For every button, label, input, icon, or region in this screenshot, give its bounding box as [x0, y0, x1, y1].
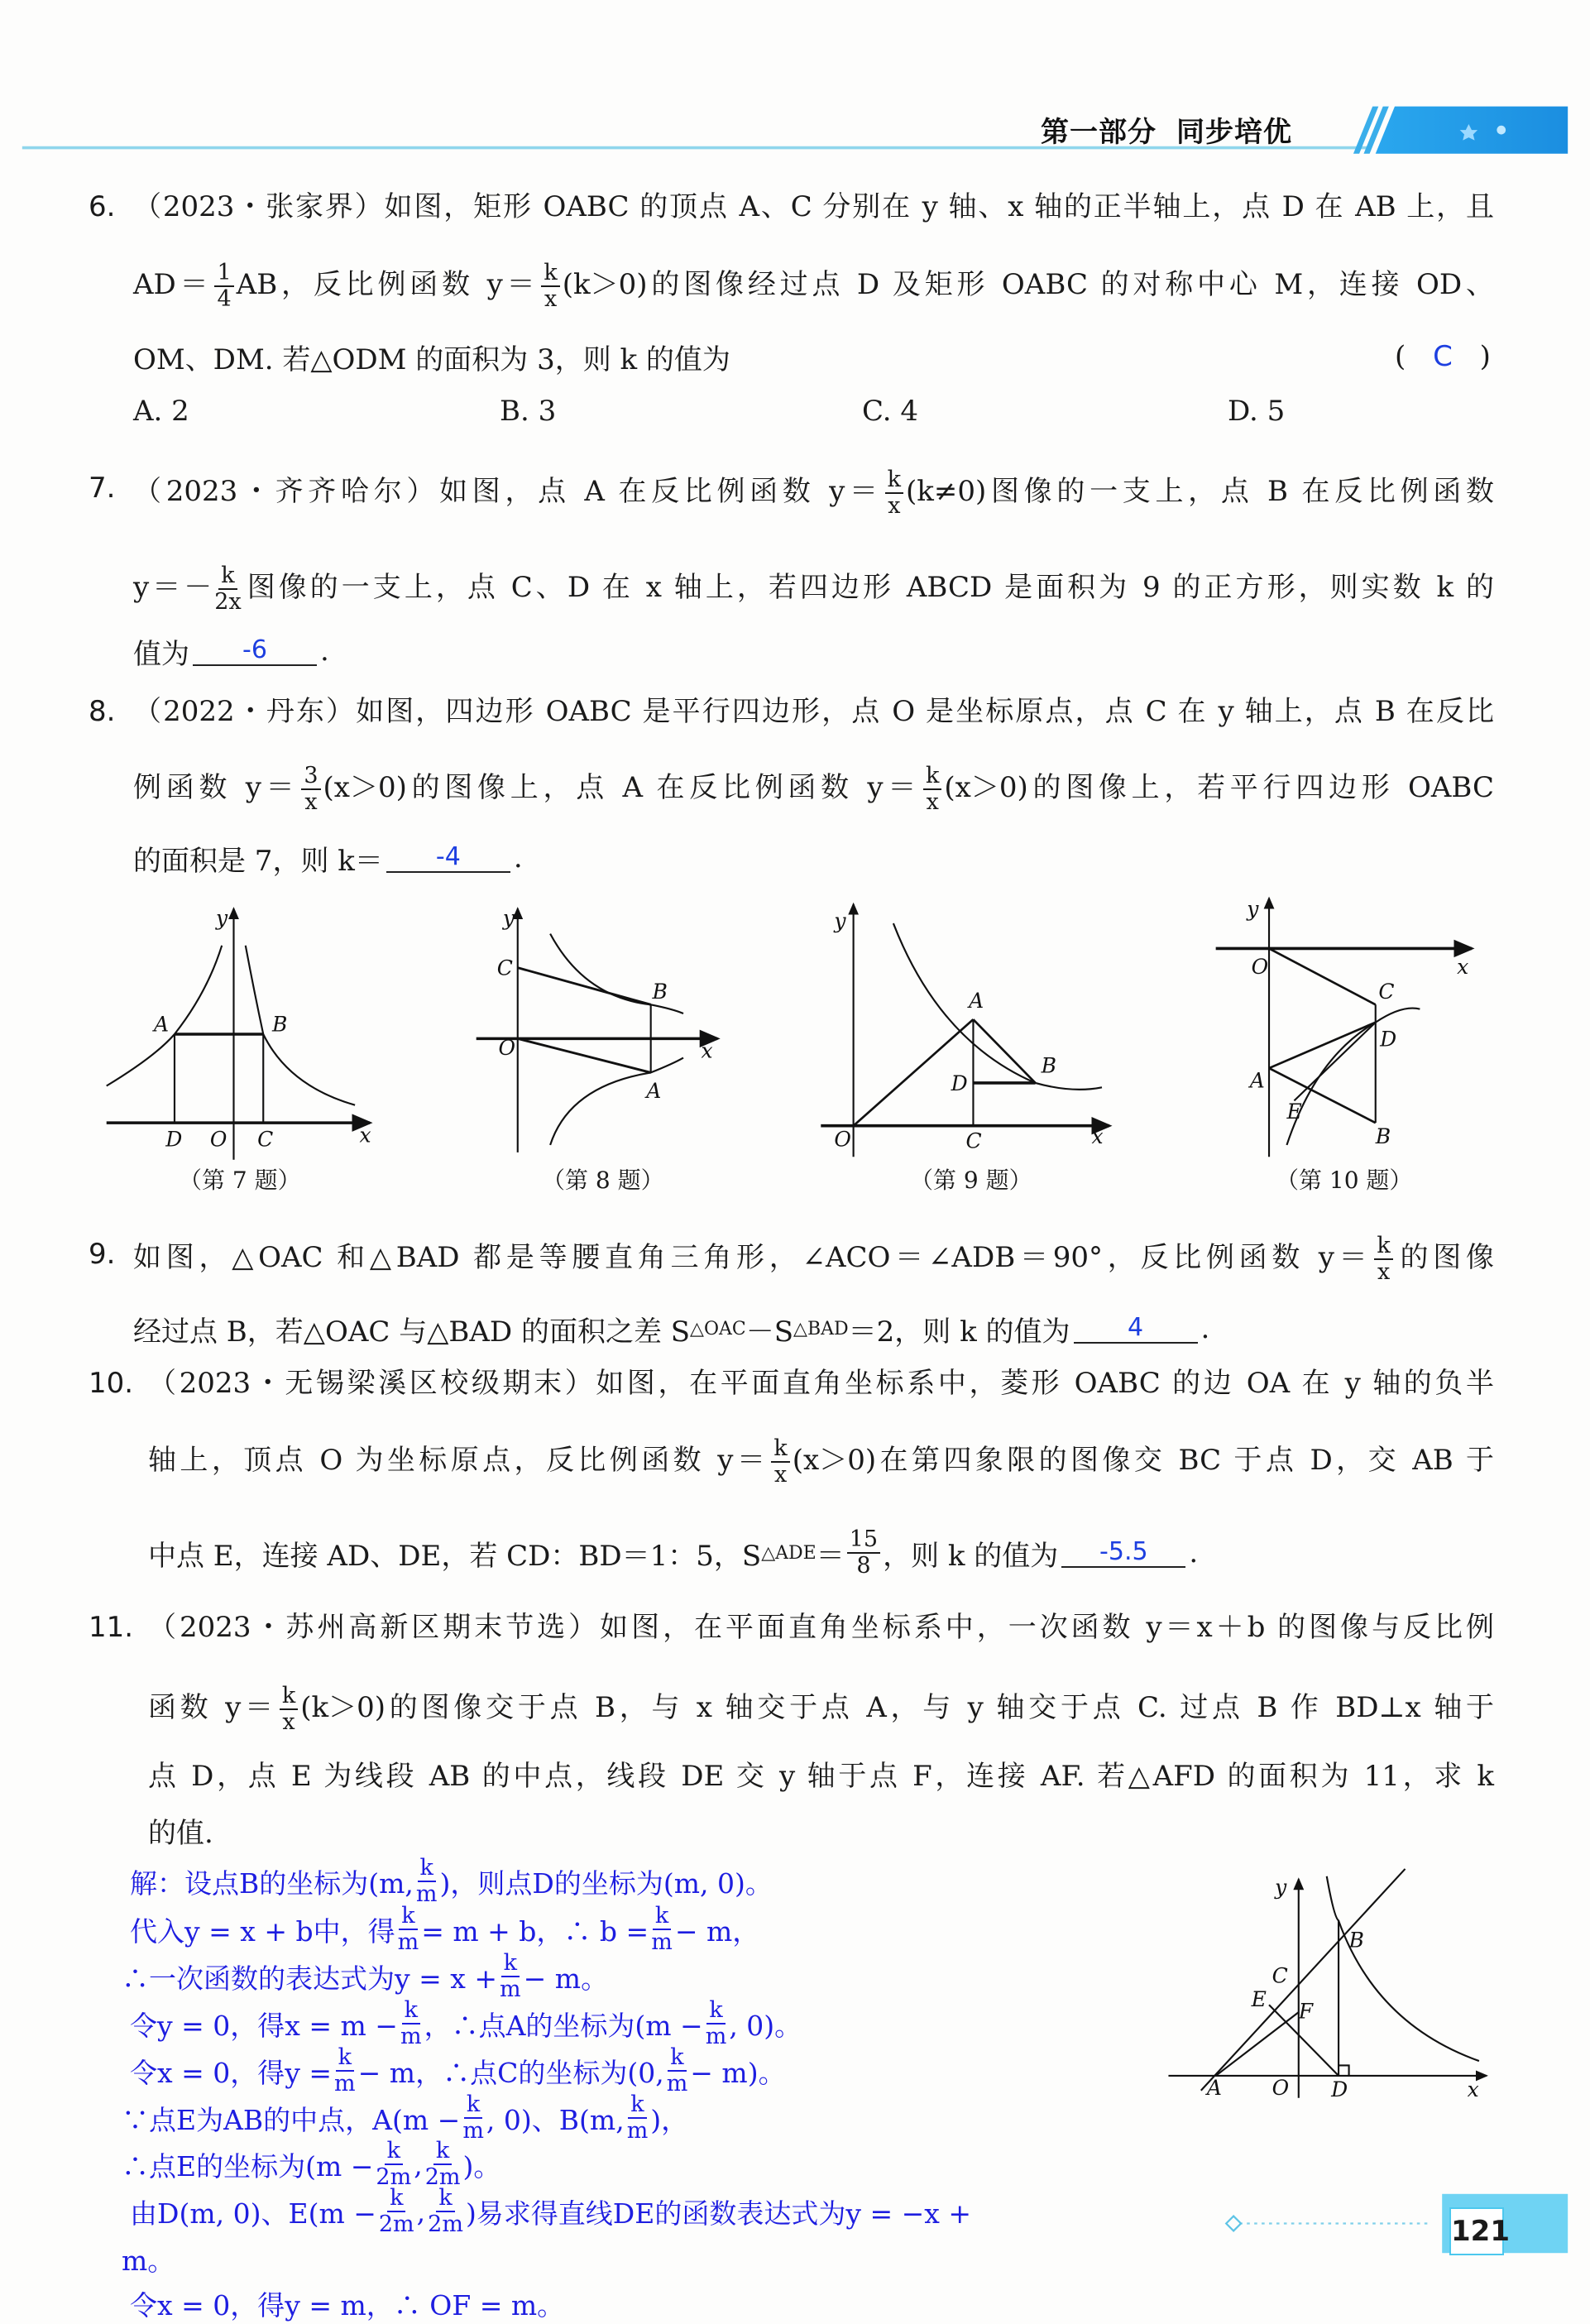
fraction: [706, 1998, 727, 2049]
answer-blank: 4: [1074, 1314, 1198, 1344]
text-run: －S: [745, 1315, 794, 1349]
fraction-numerator: k: [464, 2092, 482, 2119]
fraction: [1374, 1234, 1392, 1285]
answer-blank: -6: [193, 636, 317, 666]
solution-line: [122, 2092, 689, 2144]
question-9-line: [133, 1233, 1494, 1285]
text-run: 图像的一支上，点 C、D 在 x 轴上，若四边形 ABCD 是面积为 9 的正方形，则实数 k 的: [243, 571, 1494, 604]
fraction-denominator: m: [626, 2118, 649, 2144]
option-c: C. 4: [862, 395, 919, 428]
text-run: （2023・张家界）如图，矩形 OABC 的顶点 A、C 分别在 y 轴、x 轴的正半轴上，点 D 在 AB 上，且: [133, 190, 1494, 223]
fraction-numerator: 1: [214, 261, 233, 287]
text-run: 由D(m, 0)、E(m −: [130, 2197, 376, 2230]
question-11-line: [148, 1756, 1494, 1797]
figure-10: [1216, 898, 1472, 1157]
fig7-label: C: [257, 1127, 274, 1152]
question-number: 6.: [89, 190, 116, 223]
figure-11: [1168, 1869, 1486, 2101]
figure-7: [107, 905, 370, 1160]
fig10-label: D: [1380, 1027, 1397, 1052]
text-run: .: [1200, 1312, 1210, 1345]
figure-9-caption: （第 9 题）: [910, 1167, 1032, 1194]
fraction-numerator: k: [402, 1998, 420, 2025]
fig7-label: x: [359, 1123, 371, 1148]
text-run: (k＞0)的图像经过点 D 及矩形 OABC 的对称中心 M，连接 OD、: [562, 268, 1494, 301]
text-run: ∴一次函数的表达式为y = x +: [122, 1962, 498, 1995]
text-run: − m，∴点C的坐标为(0,: [357, 2056, 664, 2089]
fig7-label: A: [153, 1012, 170, 1037]
fraction: [462, 2092, 484, 2144]
fraction-denominator: m: [415, 1881, 438, 1907]
text-run: 的图像: [1395, 1241, 1494, 1274]
fraction-denominator: m: [500, 1977, 521, 2002]
fraction-numerator: k: [218, 563, 237, 590]
option-d: D. 5: [1228, 395, 1286, 428]
fraction: [627, 2092, 649, 2144]
text-run: 如图，△OAC 和△BAD 都是等腰直角三角形，∠ACO＝∠ADB＝90°，反比例函数 y＝: [133, 1241, 1372, 1274]
fig11-label: O: [1272, 2076, 1290, 2101]
fraction-numerator: k: [280, 1684, 298, 1710]
fraction-numerator: k: [653, 1904, 671, 1930]
question-10-line: [148, 1435, 1494, 1488]
text-run: 令y = 0，得x = m −: [130, 2009, 398, 2042]
fraction-denominator: 4: [217, 286, 232, 312]
fraction-numerator: k: [399, 1904, 417, 1930]
fraction-denominator: m: [400, 2024, 422, 2049]
fig10-label: O: [1251, 954, 1269, 979]
fig9-label: O: [834, 1127, 851, 1152]
fig9-label: D: [951, 1071, 968, 1095]
figure-8: [477, 905, 717, 1152]
text-run: (k＞0)的图像交于点 B，与 x 轴交于点 A，与 y 轴交于点 C. 过点 B 作 BD⊥x 轴于: [300, 1691, 1494, 1724]
fig8-label: y: [502, 905, 515, 930]
fig7-label: B: [271, 1012, 288, 1037]
fraction: [425, 2139, 461, 2190]
fig7-label: y: [216, 905, 228, 930]
fraction: [428, 2186, 463, 2237]
solution-line: [122, 2238, 175, 2279]
fraction: [500, 1951, 521, 2002]
solution-line: [130, 2044, 786, 2096]
text-run: 中点 E，连接 AD、DE，若 CD：BD＝1：5，S: [148, 1539, 762, 1573]
fraction-denominator: x: [304, 789, 318, 815]
fig11-label: x: [1467, 2077, 1479, 2101]
text-run: (x＞0)在第四象限的图像交 BC 于点 D，交 AB 于: [792, 1444, 1494, 1477]
fig10-label: y: [1247, 897, 1259, 922]
fig11-label: F: [1298, 1999, 1314, 2024]
text-run: AB，反比例函数 y＝: [236, 268, 539, 301]
solution-line: [130, 2185, 972, 2237]
text-run: ＝: [816, 1539, 845, 1573]
fraction-denominator: 2m: [376, 2164, 412, 2190]
fig8-label: A: [646, 1078, 662, 1103]
solution-line: [130, 1855, 773, 1907]
text-run: ∵点E为AB的中点，A(m −: [122, 2103, 461, 2136]
fraction: [771, 1436, 789, 1488]
text-run: 函数 y＝: [148, 1691, 277, 1724]
text-run: 例函数 y＝: [133, 771, 299, 804]
bracket-open: (: [1395, 340, 1406, 373]
fraction-numerator: k: [923, 764, 941, 790]
fraction: [885, 467, 903, 519]
solution-line: [122, 2138, 501, 2190]
figure-9: [821, 904, 1109, 1157]
text-run: , 0)、B(m,: [486, 2103, 625, 2136]
question-7-line: [133, 563, 1494, 615]
question-9-line: [133, 1308, 1209, 1349]
text-run: OM、DM. 若△ODM 的面积为 3，则 k 的值为: [133, 343, 730, 376]
text-run: （2023・无锡梁溪区校级期末）如图，在平面直角坐标系中，菱形 OABC 的边 OA 在 y 轴的负半: [148, 1367, 1494, 1400]
question-11-line: [148, 1683, 1494, 1735]
fraction-numerator: k: [336, 2045, 354, 2072]
fig10-label: A: [1249, 1068, 1265, 1093]
text-run: − m)。: [690, 2056, 786, 2089]
text-run: )，: [650, 2103, 689, 2136]
question-10-line: [148, 1526, 1199, 1579]
fraction-numerator: k: [771, 1436, 789, 1463]
text-run: （2022・丹东）如图，四边形 OABC 是平行四边形，点 O 是坐标原点，点 C 在 y 轴上，点 B 在反比: [133, 695, 1494, 728]
fraction-numerator: k: [541, 261, 559, 287]
fraction: [541, 261, 559, 312]
fraction-numerator: k: [706, 1998, 725, 2025]
fraction-denominator: m: [705, 2024, 727, 2049]
text-run: − m，: [674, 1914, 760, 1948]
subscript: △ADE: [761, 1542, 817, 1564]
question-11-line: [148, 1809, 213, 1851]
text-run: ∴点E的坐标为(m −: [122, 2149, 374, 2183]
text-run: .: [320, 635, 329, 668]
text-run: , 0)。: [729, 2009, 802, 2042]
header-decoration: [22, 107, 1568, 154]
question-8-line: [133, 691, 1494, 732]
text-run: ＝2，则 k 的值为: [848, 1315, 1070, 1349]
question-6-line: [133, 260, 1494, 312]
text-run: (k≠0)图像的一支上，点 B 在反比例函数: [906, 475, 1494, 508]
question-8-line: [133, 763, 1494, 815]
option-b: B. 3: [500, 395, 557, 428]
fraction: [376, 2139, 411, 2190]
text-run: ,: [416, 2195, 426, 2228]
subscript: △BAD: [793, 1318, 849, 1339]
option-a: A. 2: [133, 395, 189, 428]
solution-line: [130, 1997, 802, 2049]
fraction: [651, 1904, 673, 1955]
fig11-label: y: [1275, 1875, 1287, 1900]
question-number: 8.: [89, 695, 116, 728]
fraction-denominator: x: [282, 1709, 295, 1735]
fraction-denominator: m: [462, 2118, 484, 2144]
fraction-denominator: 8: [856, 1553, 871, 1579]
fig10-label: x: [1457, 954, 1469, 979]
text-run: )易求得直线DE的函数表达式为y = −x +: [465, 2197, 972, 2230]
fraction-denominator: x: [926, 789, 939, 815]
question-number: 9.: [89, 1238, 116, 1271]
fraction-denominator: m: [334, 2071, 356, 2096]
fraction-numerator: k: [1374, 1234, 1392, 1260]
text-run: ,: [414, 2148, 423, 2181]
fraction-denominator: 2m: [424, 2164, 461, 2190]
text-run: y＝－: [133, 571, 213, 604]
text-run: （2023・齐齐哈尔）如图，点 A 在反比例函数 y＝: [133, 475, 883, 508]
answer-blank: -4: [386, 843, 510, 873]
question-8-line: [133, 837, 523, 879]
fraction-denominator: x: [544, 286, 558, 312]
fig11-label: D: [1331, 2077, 1348, 2101]
question-7-line: [133, 467, 1494, 519]
fig9-label: C: [965, 1128, 982, 1153]
text-run: 值为: [133, 637, 189, 671]
text-run: 的值.: [148, 1816, 213, 1850]
fraction: [398, 1904, 419, 1955]
fraction-denominator: x: [773, 1462, 788, 1488]
solution-line: [122, 1950, 609, 2002]
fraction-denominator: m: [651, 1929, 673, 1955]
text-run: ，则 k 的值为: [883, 1539, 1059, 1573]
fraction: [280, 1684, 298, 1735]
text-run: (x＞0)的图像上，点 A 在反比例函数 y＝: [323, 771, 922, 804]
fig10-label: B: [1375, 1124, 1391, 1149]
text-run: m。: [122, 2244, 175, 2277]
fig9-label: B: [1041, 1053, 1057, 1078]
question-number: 10.: [89, 1367, 134, 1400]
text-run: − m。: [523, 1962, 609, 1995]
fig11-label: A: [1206, 2076, 1223, 2101]
header-section: 同步培优: [1176, 116, 1292, 149]
fraction-numerator: k: [501, 1951, 520, 1977]
fraction-denominator: x: [888, 493, 901, 519]
fraction-numerator: k: [418, 1856, 436, 1882]
fraction: [667, 2045, 688, 2096]
fraction: [334, 2045, 356, 2096]
question-number: 11.: [89, 1611, 134, 1644]
text-run: 的面积是 7，则 k＝: [133, 844, 383, 878]
question-10-line: [148, 1363, 1494, 1404]
fraction-numerator: k: [436, 2186, 454, 2212]
fraction-denominator: 2x: [214, 589, 242, 615]
text-run: .: [513, 841, 523, 874]
fig9-label: A: [969, 988, 984, 1013]
fraction: [847, 1527, 880, 1579]
text-run: = m + b，∴ b =: [421, 1914, 649, 1948]
text-run: 轴上，顶点 O 为坐标原点，反比例函数 y＝: [148, 1444, 769, 1477]
figure-7-caption: （第 7 题）: [179, 1167, 301, 1194]
fraction-numerator: k: [885, 467, 903, 494]
fraction-numerator: k: [385, 2139, 403, 2165]
question-6-line: [133, 336, 730, 377]
fraction-numerator: k: [387, 2186, 405, 2212]
fig10-label: E: [1286, 1099, 1302, 1124]
text-run: )，则点D的坐标为(m, 0)。: [439, 1866, 773, 1900]
text-run: 令x = 0，得y =: [130, 2056, 333, 2089]
fig7-label: D: [165, 1127, 183, 1152]
page-number-decoration: [1226, 2194, 1568, 2253]
solution-line: [130, 2283, 564, 2324]
fig8-label: C: [496, 956, 513, 980]
fraction-denominator: m: [666, 2071, 688, 2096]
fraction-numerator: 3: [301, 764, 320, 790]
text-run: (x＞0)的图像上，若平行四边形 OABC: [944, 771, 1494, 804]
choice-answer: C: [1433, 340, 1453, 373]
bracket-close: ): [1479, 340, 1491, 373]
answer-blank: -5.5: [1061, 1538, 1185, 1568]
fig11-label: E: [1251, 1987, 1267, 2011]
fraction-denominator: x: [1377, 1259, 1391, 1285]
fraction: [301, 764, 320, 815]
text-run: AD＝: [133, 268, 213, 301]
page-number: 121: [1449, 2207, 1504, 2255]
fraction-denominator: 2m: [428, 2211, 463, 2237]
fraction-numerator: 15: [847, 1527, 880, 1554]
solution-line: [130, 1903, 760, 1955]
fig9-label: y: [834, 908, 846, 933]
question-7-line: [133, 630, 329, 672]
fig11-label: B: [1348, 1928, 1364, 1953]
figure-10-caption: （第 10 题）: [1276, 1167, 1413, 1194]
fig8-label: O: [498, 1036, 516, 1060]
question-11-line: [148, 1607, 1494, 1648]
text-run: 解：设点B的坐标为(m,: [130, 1866, 414, 1900]
fraction: [214, 563, 241, 615]
fraction-numerator: k: [668, 2045, 686, 2072]
fraction-denominator: m: [397, 1929, 419, 1955]
subscript: △OAC: [690, 1318, 746, 1339]
text-run: ，∴点A的坐标为(m −: [424, 2009, 703, 2042]
fraction: [214, 261, 233, 312]
fig8-label: B: [652, 980, 668, 1004]
figure-8-caption: （第 8 题）: [542, 1167, 664, 1194]
text-run: )。: [462, 2149, 501, 2183]
question-6-line: [133, 186, 1494, 228]
fig7-label: O: [209, 1127, 227, 1152]
header-part: 第一部分: [1041, 116, 1157, 149]
question-number: 7.: [89, 472, 116, 505]
text-run: 经过点 B，若△OAC 与△BAD 的面积之差 S: [133, 1315, 691, 1349]
fraction-numerator: k: [433, 2139, 452, 2165]
text-run: （2023・苏州高新区期末节选）如图，在平面直角坐标系中，一次函数 y＝x＋b 的图像与反比例: [148, 1611, 1494, 1644]
fraction-denominator: 2m: [378, 2211, 414, 2237]
fraction: [416, 1856, 438, 1907]
fig10-label: C: [1378, 980, 1395, 1004]
fraction: [923, 764, 941, 815]
fraction: [400, 1998, 422, 2049]
fig9-label: x: [1091, 1124, 1104, 1149]
text-run: .: [1189, 1536, 1199, 1569]
fraction-numerator: k: [628, 2092, 646, 2119]
running-header: [1041, 109, 1292, 150]
answer-bracket: [1395, 336, 1491, 377]
fig11-label: C: [1272, 1963, 1288, 1988]
fraction: [379, 2186, 414, 2237]
fig8-label: x: [701, 1038, 713, 1063]
text-run: 代入y = x + b中，得: [130, 1914, 395, 1948]
text-run: 令x = 0，得y = m，∴ OF = m。: [130, 2288, 565, 2322]
text-run: 点 D，点 E 为线段 AB 的中点，线段 DE 交 y 轴于点 F，连接 AF. 若△AFD 的面积为 11，求 k: [148, 1760, 1494, 1793]
